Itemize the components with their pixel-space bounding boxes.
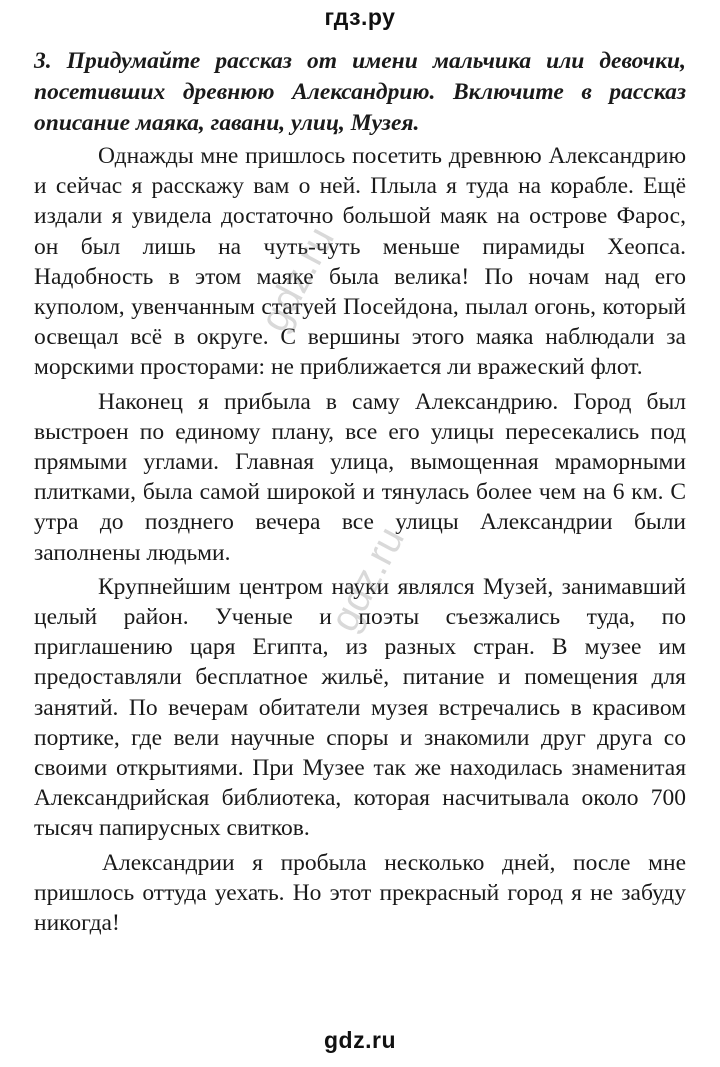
watermark: gdz.ru bbox=[252, 219, 344, 339]
story-paragraph-1: Однажды мне пришлось посетить древнюю Александрию и сейчас я расскажу вам о ней. Плыла я туда на корабле. Ещё издали я увидела достаточно большой маяк на острове Фарос, он был лишь на чуть-чуть меньше пирамиды Хеопса. Надобность в этом маяке была велика! По ночам над его куполом, увенчанным статуей Посейдона, пылал огонь, который освещал всё в округе. С вершины этого маяка наблюдали за морскими просторами: не приближается ли вражеский флот. bbox=[34, 143, 686, 381]
story-paragraph-2: Наконец я прибыла в саму Александрию. Город был выстроен по единому плану, все его улицы пересекались под прямыми углами. Главная улица, вымощенная мраморными плитками, была самой широкой и тянулась более чем на 6 км. С утра до позднего вечера все улицы Александрии были заполнены людьми. bbox=[34, 388, 686, 566]
task-heading: 3. Придумайте рассказ от имени мальчика или девочки, посетивших древнюю Александрию. Включите в рассказ описание маяка, гавани, улиц, Музея. bbox=[34, 48, 686, 136]
story-paragraph-3: Крупнейшим центром науки являлся Музей, занимавший целый район. Ученые и поэты съезжались туда, по приглашению царя Египта, из разных стран. В музее им предоставляли бесплатное жильё, питание и помещения для занятий. По вечерам обитатели музея встречались в красивом портике, где вели научные споры и знакомили друг друга со своими открытиями. При Музее так же находилась знаменитая Александрийская библиотека, которая насчитывала около 700 тысяч папирусных свитков. bbox=[34, 573, 686, 842]
watermark: gdz.ru bbox=[322, 519, 414, 639]
story-paragraph-4: Александрии я пробыла несколько дней, после мне пришлось оттуда уехать. Но этот прекрасный город я не забуду никогда! bbox=[34, 849, 686, 937]
site-header: гдз.ру bbox=[324, 4, 396, 30]
page-content bbox=[34, 46, 686, 942]
site-footer: gdz.ru bbox=[324, 1027, 396, 1053]
